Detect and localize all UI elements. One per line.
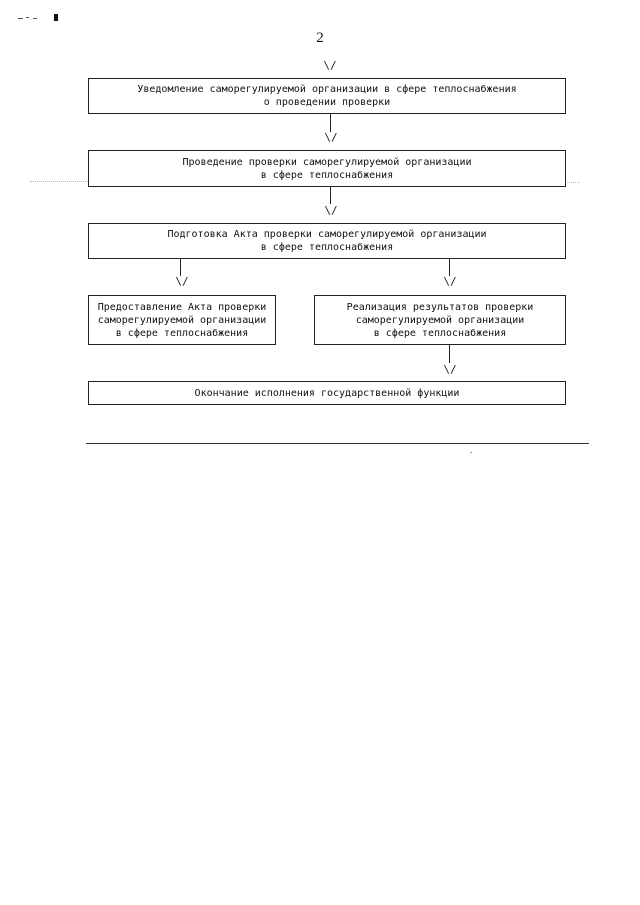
end-rule: [86, 443, 589, 444]
scan-mark: [33, 18, 37, 19]
step-act-provision-text: Предоставление Акта проверки саморегулируемой организации в сфере теплоснабжения: [97, 301, 267, 339]
step-results-implementation-text: Реализация результатов проверки саморегулируемой организации в сфере теплоснабжения: [346, 301, 534, 339]
connector-line: [330, 187, 331, 204]
arrow-down-icon: \/: [324, 131, 338, 144]
scan-mark: [470, 452, 472, 453]
arrow-down-icon: \/: [443, 363, 457, 376]
step-act-provision: [88, 295, 276, 345]
scan-mark: [18, 18, 23, 19]
step-inspection: [88, 150, 566, 187]
scan-mark: [54, 14, 58, 21]
step-act-preparation: [88, 223, 566, 259]
step-notification-text: Уведомление саморегулируемой организации в сфере теплоснабжения о проведении проверки: [137, 84, 517, 108]
connector-line: [330, 114, 331, 132]
connector-line: [449, 259, 450, 276]
connector-line: [449, 345, 450, 363]
step-results-implementation: [314, 295, 566, 345]
step-act-preparation-text: Подготовка Акта проверки саморегулируемой организации в сфере теплоснабжения: [167, 229, 487, 253]
arrow-down-icon: \/: [324, 204, 338, 217]
page-number: 2: [316, 30, 324, 46]
step-completion-text: Окончание исполнения государственной функции: [194, 387, 460, 399]
arrow-down-icon: \/: [443, 275, 457, 288]
step-completion: [88, 381, 566, 405]
step-notification: [88, 78, 566, 114]
arrow-down-icon: \/: [323, 59, 337, 72]
scan-mark: [26, 17, 29, 18]
arrow-down-icon: \/: [175, 275, 189, 288]
step-inspection-text: Проведение проверки саморегулируемой организации в сфере теплоснабжения: [182, 156, 472, 181]
connector-line: [180, 259, 181, 276]
scan-noise: [30, 181, 90, 182]
